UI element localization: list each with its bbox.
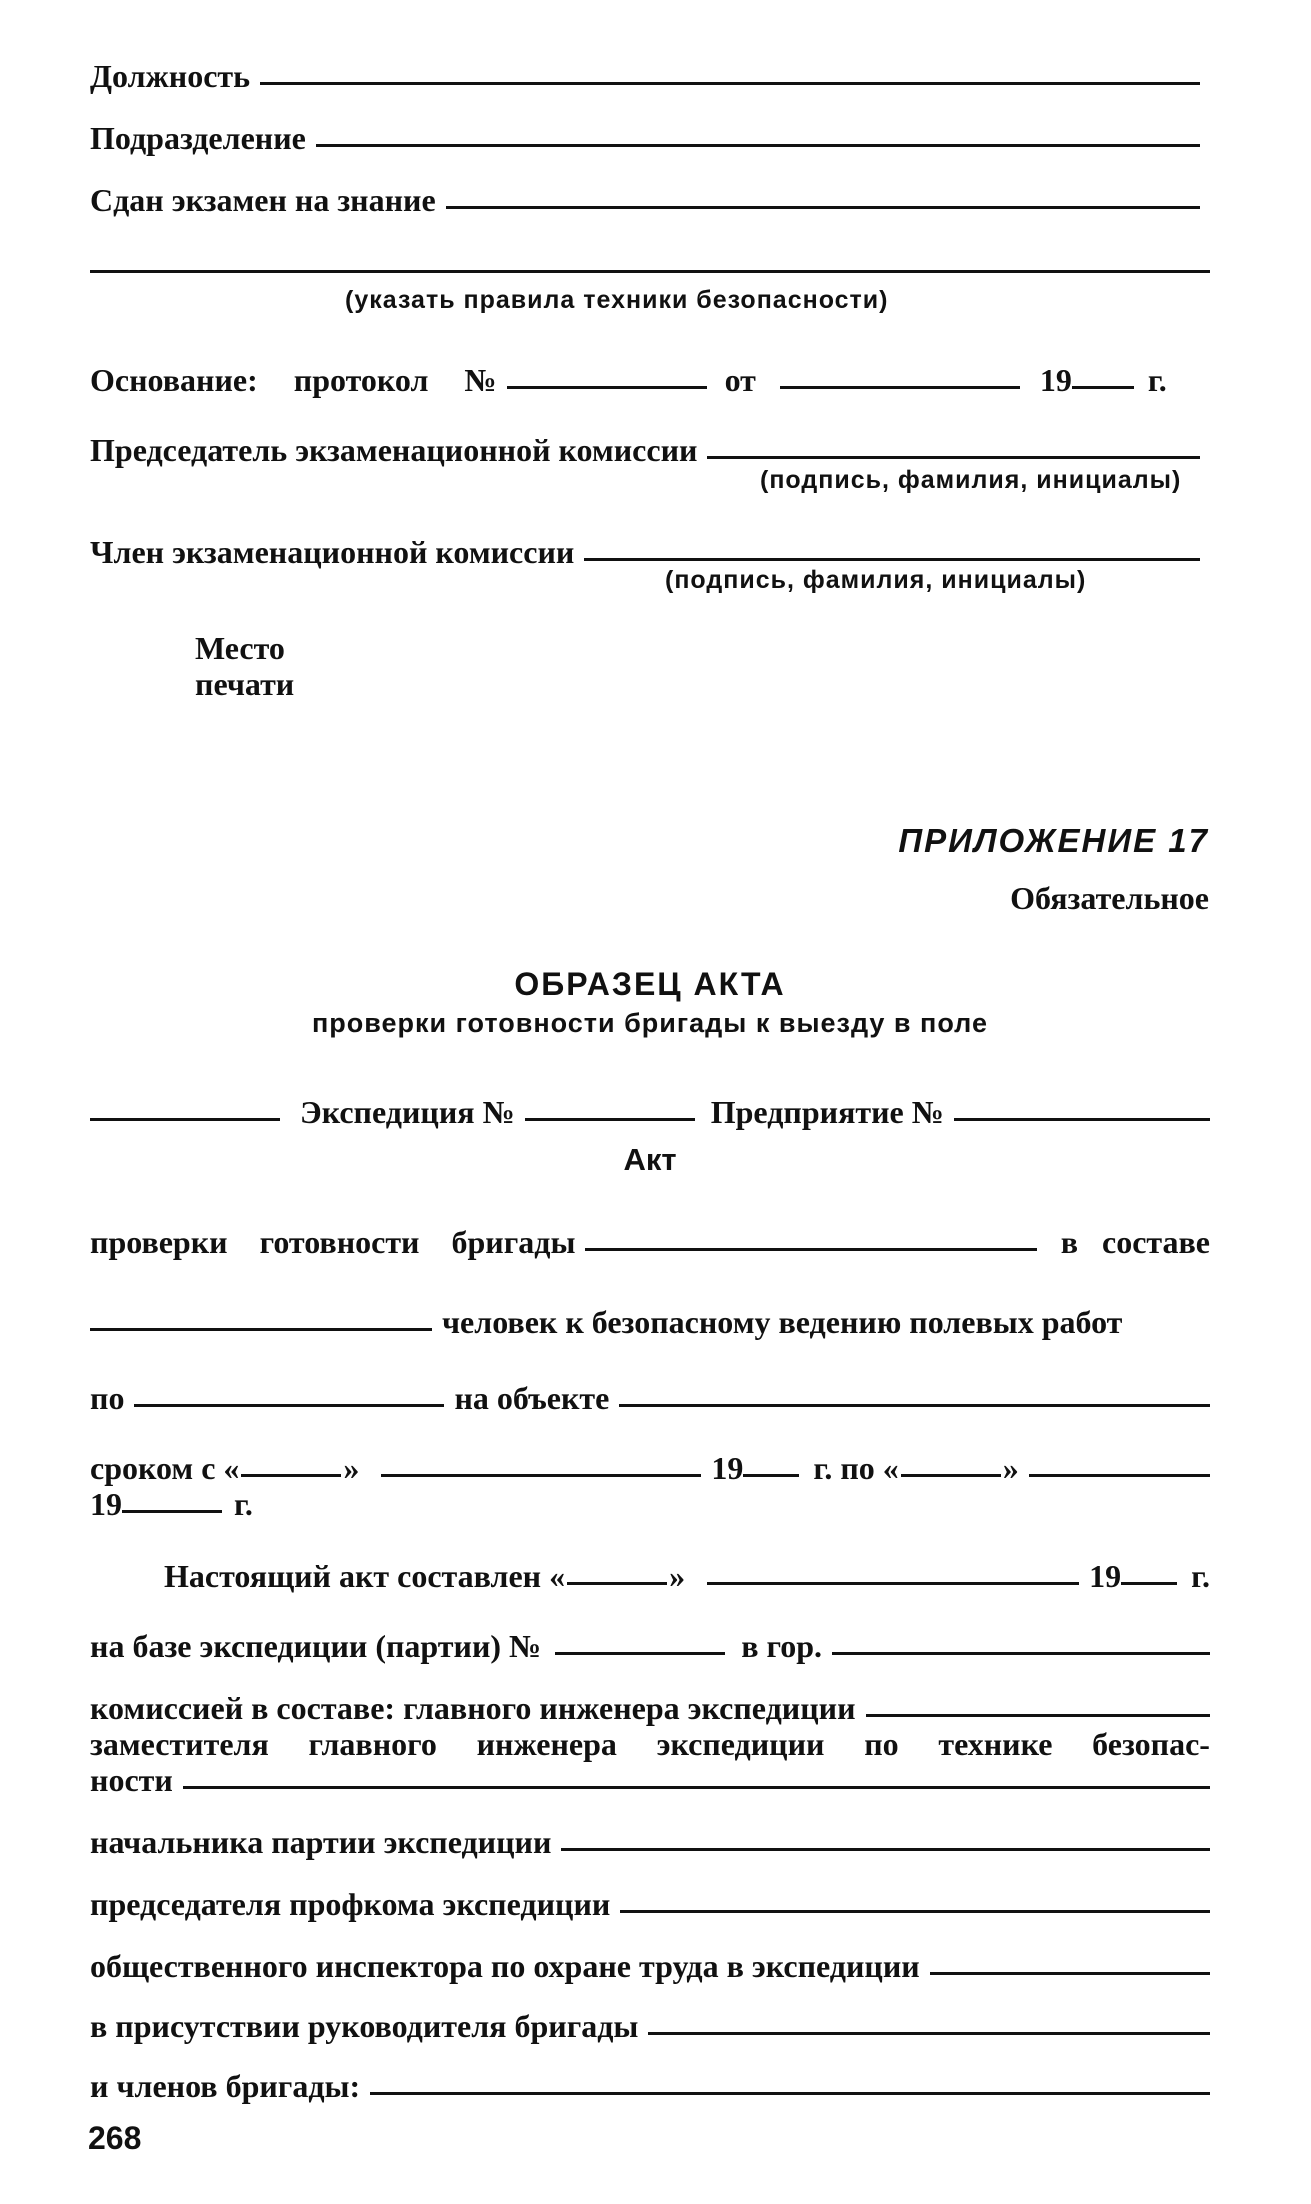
department-label: Подразделение [90,120,306,156]
check-word-2: готовности [259,1224,420,1260]
drawn-up-month-blank[interactable] [707,1582,1079,1585]
inspector-line [90,1934,1210,1982]
enterprise-label: Предприятие № [710,1094,944,1130]
department-line [90,106,1210,154]
protocol-year-blank[interactable] [1072,386,1134,389]
page-number: 268 [88,2120,142,2156]
exam-hint: (указать правила техники безопасности) [345,286,889,314]
deputy-word-5: по [864,1726,899,1762]
term-year-line [90,1472,1210,1520]
term-end-quote-close: » [1002,1450,1019,1486]
composition-word: составе [1102,1224,1210,1260]
protocol-date-blank[interactable] [780,386,1020,389]
drawn-up-line [90,1544,1210,1592]
from-label: от [724,362,756,398]
party-head-label: начальника партии экспедиции [90,1824,552,1860]
term-start-year-prefix: 19 [711,1450,744,1486]
term-from-label: сроком с « [90,1450,240,1486]
deputy-end-label: ности [90,1762,173,1798]
deputy-blank[interactable] [183,1786,1210,1789]
term-end-year-blank[interactable] [122,1510,222,1513]
object-label: на объекте [454,1380,610,1416]
commission-label: комиссией в составе: главного инженера экспедиции [90,1690,856,1726]
members-blank[interactable] [370,2092,1210,2095]
position-label: Должность [90,58,251,94]
appendix-title: ПРИЛОЖЕНИЕ 17 [898,822,1209,859]
department-blank[interactable] [316,144,1200,147]
drawn-up-day-blank[interactable] [567,1582,667,1585]
chairman-line [90,418,1210,466]
by-label: по [90,1380,125,1416]
people-label: человек к безопасному ведению полевых работ [442,1304,1123,1340]
expedition-number-blank[interactable] [525,1118,695,1121]
exam-rules-blank[interactable] [90,270,1210,273]
protocol-label: протокол [293,362,429,398]
brigade-blank[interactable] [585,1248,1036,1251]
people-line [90,1290,1210,1338]
presence-line [90,1994,1210,2042]
drawn-up-year-prefix: 19 [1089,1558,1122,1594]
deputy-word-6: технике [938,1726,1053,1762]
expedition-label: Экспедиция № [300,1094,515,1130]
party-head-line [90,1810,1210,1858]
chairman-label: Председатель экзаменационной комиссии [90,432,698,468]
union-chair-blank[interactable] [620,1910,1210,1913]
seal-line-2: печати [195,666,295,702]
base-number-blank[interactable] [555,1652,725,1655]
protocol-number-blank[interactable] [507,386,707,389]
inspector-label: общественного инспектора по охране труда в экспедиции [90,1948,920,1984]
party-head-blank[interactable] [561,1848,1210,1851]
drawn-up-year-suffix: г. [1191,1558,1210,1594]
check-line [90,1210,1210,1258]
position-blank[interactable] [260,82,1200,85]
drawn-up-quote-close: » [669,1558,686,1594]
base-line [90,1614,1210,1662]
deputy-word-1: заместителя [90,1726,269,1762]
base-label: на базе экспедиции (партии) № [90,1628,542,1664]
drawn-up-year-blank[interactable] [1121,1582,1177,1585]
deputy-end-line [90,1748,1210,1796]
enterprise-number-blank[interactable] [954,1118,1210,1121]
chairman-blank[interactable] [707,456,1200,459]
seal-line-1: Место [195,630,285,666]
member-signature-hint: (подпись, фамилия, инициалы) [665,566,1087,594]
presence-blank[interactable] [648,2032,1210,2035]
exam-line [90,168,1210,216]
member-line [90,520,1210,568]
check-word-3: бригады [451,1224,576,1260]
city-blank[interactable] [832,1652,1210,1655]
act-title: Акт [623,1142,677,1177]
term-quote-close: » [343,1450,360,1486]
term-end-year-prefix: 19 [90,1486,122,1522]
deputy-word-7: безопас- [1092,1726,1210,1762]
year-suffix: г. [1147,362,1167,398]
expedition-line [90,1080,1210,1128]
form-heading: ОБРАЗЕЦ АКТА [514,966,786,1002]
deputy-word-3: инженера [476,1726,617,1762]
inspector-blank[interactable] [930,1972,1210,1975]
union-chair-line [90,1872,1210,1920]
members-label: и членов бригады: [90,2068,361,2104]
object-blank[interactable] [619,1404,1210,1407]
member-label: Член экзаменационной комиссии [90,534,575,570]
term-to-label: г. по « [813,1450,899,1486]
org-blank[interactable] [90,1118,280,1121]
basis-label: Основание: [90,362,258,398]
deputy-word-2: главного [308,1726,437,1762]
member-blank[interactable] [584,558,1200,561]
check-word-1: проверки [90,1224,228,1260]
exam-rules-line [90,232,1210,280]
exam-label: Сдан экзамен на знание [90,182,436,218]
by-blank[interactable] [134,1404,444,1407]
seal-place [195,630,294,702]
appendix-subtitle: Обязательное [1010,880,1209,916]
form-subheading: проверки готовности бригады к выезду в поле [312,1008,988,1038]
drawn-up-label: Настоящий акт составлен « [164,1558,566,1594]
city-label: в гор. [741,1628,823,1664]
union-chair-label: председателя профкома экспедиции [90,1886,611,1922]
basis-line [90,348,1210,396]
exam-blank[interactable] [446,206,1200,209]
deputy-word-4: экспедиции [656,1726,825,1762]
chairman-signature-hint: (подпись, фамилия, инициалы) [760,466,1182,494]
members-line [90,2054,1210,2102]
term-end-year-suffix: г. [234,1486,253,1522]
presence-label: в присутствии руководителя бригады [90,2008,639,2044]
people-count-blank[interactable] [90,1328,432,1331]
year-prefix: 19 [1039,362,1072,398]
by-line [90,1366,1210,1414]
in-word: в [1060,1224,1078,1260]
position-line [90,44,1210,92]
number-sign: № [464,362,497,398]
